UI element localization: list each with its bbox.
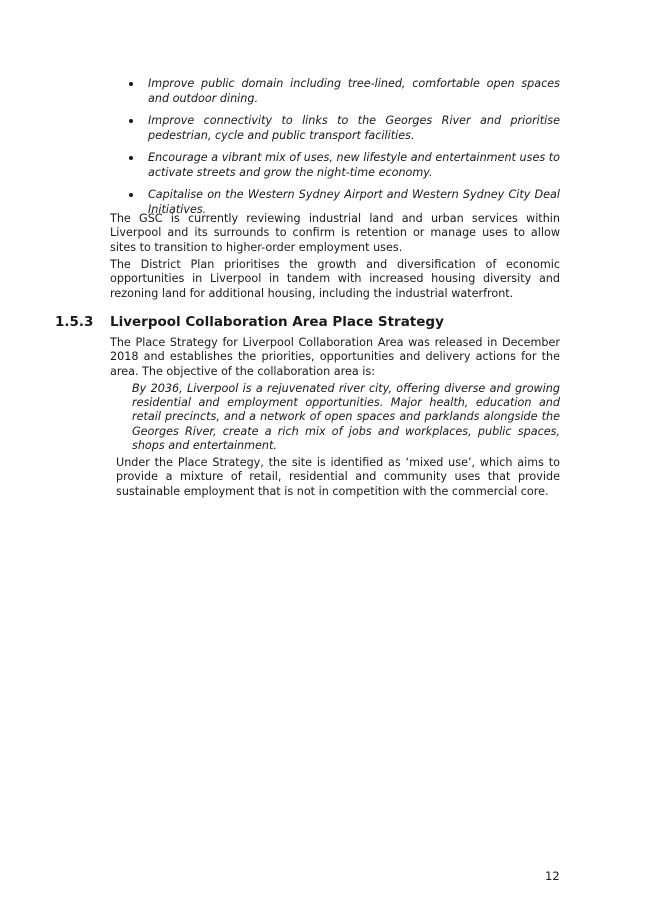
page-number: 12 xyxy=(545,869,560,883)
list-item-text: Encourage a vibrant mix of uses, new lifestyle and entertainment uses to activate streets and grow the night-time economy. xyxy=(148,151,560,179)
objectives-bullet-list xyxy=(110,77,560,225)
place-strategy-paragraph: The Place Strategy for Liverpool Collaboration Area was released in December 2018 and establishes the priorities, opportunities and delivery actions for the area. The objective of the collaboration area is: xyxy=(110,336,560,378)
list-item-text: Improve connectivity to links to the Georges River and prioritise pedestrian, cycle and public transport facilities. xyxy=(148,114,560,142)
vision-quote: By 2036, Liverpool is a rejuvenated river city, offering diverse and growing residential and employment opportunities. Major health, education and retail precincts, and a network of open spaces and parklands alongside the Georges River, create a rich mix of jobs and workplaces, public spaces, shops and entertainment. xyxy=(132,382,560,452)
list-item-text: Capitalise on the Western Sydney Airport and Western Sydney City Deal Initiatives. xyxy=(148,188,560,216)
bullet-icon xyxy=(129,156,133,160)
list-item xyxy=(110,114,560,143)
list-item xyxy=(110,151,560,180)
section-number: 1.5.3 xyxy=(55,314,94,330)
list-item xyxy=(110,77,560,106)
section-title: Liverpool Collaboration Area Place Strategy xyxy=(110,314,444,330)
bullet-icon xyxy=(129,119,133,123)
gsc-paragraph: The GSC is currently reviewing industrial land and urban services within Liverpool and its surrounds to confirm is retention or manage uses to allow sites to transition to higher-order employment uses. xyxy=(110,212,560,254)
under-strategy-paragraph: Under the Place Strategy, the site is identified as ‘mixed use’, which aims to provide a mixture of retail, residential and community uses that provide sustainable employment that is not in competition with the commercial core. xyxy=(116,456,560,498)
bullet-icon xyxy=(129,82,133,86)
list-item-text: Improve public domain including tree-lined, comfortable open spaces and outdoor dining. xyxy=(148,77,560,105)
district-plan-paragraph: The District Plan prioritises the growth and diversification of economic opportunities in Liverpool in tandem with increased housing diversity and rezoning land for additional housing, including the industrial waterfront. xyxy=(110,258,560,300)
bullet-icon xyxy=(129,193,133,197)
